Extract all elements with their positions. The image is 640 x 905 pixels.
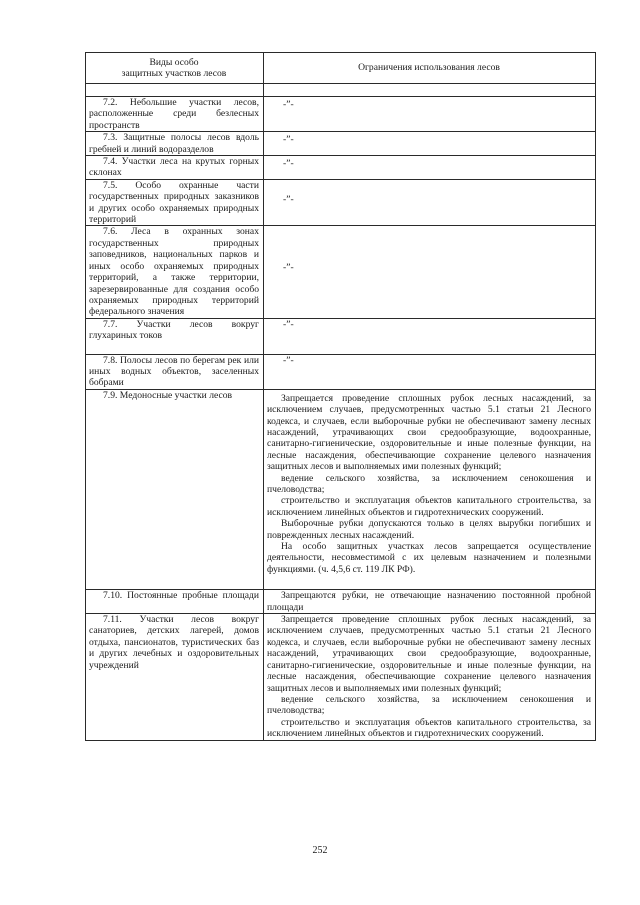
ditto-mark: -”- <box>283 99 294 110</box>
header-forest-types: Виды особо защитных участков лесов <box>86 53 264 84</box>
ditto-mark: -”- <box>283 134 294 146</box>
table-row: 7.9. Медоносные участки лесов Запрещается проведение сплошных рубок лесных насаждений, за исключением случаев, предусмотренных частью 5.1 статьи 21 Лесного кодекса, и случаев, если выборочные рубки не обеспечивают замену лесных насаждений, утрачивающих свои средообразующие, водоохранные, санитарно-гигиенические, оздоровительные и иные полезные функции, на лесные насаждения, обеспечивающие сохранение целевого назначения защитных лесов и выполняемых ими полезных функций; ведение сельского хозяйства, за исключением сенокошения и пчеловодства; строительство и эксплуатация объектов капитального строительства, за исключением линейных объектов и гидротехнических сооружений. Выборочные рубки допускаются только в целях вырубки погибших и поврежденных лесных насаждений. На особо защитных участках лесов запрещается осуществление деятельности, несовместимой с их целевым назначением и полезными функциями. (ч. 4,5,6 ст. 119 ЛК РФ). <box>86 389 596 590</box>
ditto-mark: -”- <box>283 354 294 366</box>
table-row: 7.2. Небольшие участки лесов, расположенные среди безлесных пространств -”- <box>86 97 596 132</box>
table-row: 7.11. Участки лесов вокруг санаториев, детских лагерей, домов отдыха, пансионатов, туристических баз и других лечебных и оздоровительных учреждений Запрещается проведение сплошных рубок лесных насаждений, за исключением случаев, предусмотренных частью 5.1 статьи 21 Лесного кодекса, и случаев, если выборочные рубки не обеспечивают замену лесных насаждений, утрачивающих свои средообразующие, водоохранные, санитарно-гигиенические, оздоровительные и иные полезные функции, на лесные насаждения, обеспечивающие сохранение целевого назначения защитных лесов и выполняемых ими полезных функций; ведение сельского хозяйства, за исключением сенокошения и пчеловодства; строительство и эксплуатация объектов капитального строительства, за исключением линейных объектов и гидротехнических сооружений. <box>86 614 596 740</box>
table-row: 7.3. Защитные полосы лесов вдоль гребней и линий водоразделов -”- <box>86 132 596 156</box>
table-row: 7.8. Полосы лесов по берегам рек или иных водных объектов, заселенных бобрами -”- <box>86 354 596 389</box>
table-spacer-row <box>86 84 596 97</box>
table-row: 7.4. Участки леса на крутых горных склонах -”- <box>86 156 596 180</box>
restrictions-table <box>85 52 596 741</box>
page-number: 252 <box>312 845 328 856</box>
header-restrictions: Ограничения использования лесов <box>264 53 596 84</box>
restriction-text: Запрещается проведение сплошных рубок лесных насаждений, за исключением случаев, предусмотренных частью 5.1 статьи 21 Лесного кодекса, и случаев, если выборочные рубки не обеспечивают замену лесных насаждений, утрачивающих свои средообразующие, водоохранные, санитарно-гигиенические, оздоровительные и иные полезные функции, на лесные насаждения, обеспечивающие сохранение целевого назначения защитных лесов и выполняемых ими полезных функций; ведение сельского хозяйства, за исключением сенокошения и пчеловодства; строительство и эксплуатация объектов капитального строительства, за исключением линейных объектов и гидротехнических сооружений. Выборочные рубки допускаются только в целях вырубки погибших и поврежденных лесных насаждений. На особо защитных участках лесов запрещается осуществление деятельности, несовместимой с их целевым назначением и полезными функциями. (ч. 4,5,6 ст. 119 ЛК РФ). <box>264 389 596 590</box>
table-header-row <box>86 53 596 84</box>
table-row: 7.5. Особо охранные части государственных природных заказников и других особо охраняемых природных территорий -”- <box>86 179 596 226</box>
ditto-mark: -”- <box>283 318 294 330</box>
ditto-mark: -”- <box>283 262 294 274</box>
table-row: 7.10. Постоянные пробные площади Запрещаются рубки, не отвечающие назначению постоянной пробной площади <box>86 590 596 614</box>
ditto-mark: -”- <box>283 158 294 170</box>
table-row: 7.6. Леса в охранных зонах государственных природных заповедников, национальных парков и иных особо охраняемых природных территорий, а также территории, зарезервированные для создания особо охраняемых природных территорий федерального значения -”- <box>86 226 596 318</box>
table-row: 7.7. Участки лесов вокруг глухариных токов -”- <box>86 318 596 354</box>
restriction-text: Запрещается проведение сплошных рубок лесных насаждений, за исключением случаев, предусмотренных частью 5.1 статьи 21 Лесного кодекса, и случаев, если выборочные рубки не обеспечивают замену лесных насаждений, утрачивающих свои средообразующие, водоохранные, санитарно-гигиенические, оздоровительные и иные полезные функции, на лесные насаждения, обеспечивающие сохранение целевого назначения защитных лесов и выполняемых ими полезных функций; ведение сельского хозяйства, за исключением сенокошения и пчеловодства; строительство и эксплуатация объектов капитального строительства, за исключением линейных объектов и гидротехнических сооружений. <box>264 614 596 740</box>
ditto-mark: -”- <box>283 193 294 205</box>
